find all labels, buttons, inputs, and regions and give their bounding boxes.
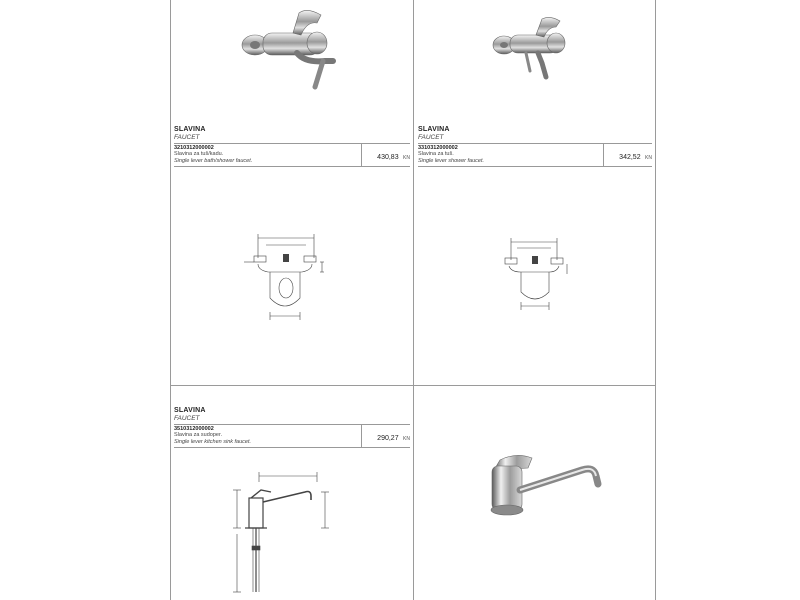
product-price: 290,27 <box>377 435 399 442</box>
product-name: SLAVINA <box>418 126 450 133</box>
product-subtitle: FAUCET <box>174 134 200 141</box>
product-description-hr: Slavina za tuš/kadu. <box>174 151 224 157</box>
product-subtitle: FAUCET <box>418 134 444 141</box>
product-description-en: Single lever kitchen sink faucet. <box>174 439 252 445</box>
product-code: 3210312000002 <box>174 145 214 151</box>
bath-shower-faucet-image <box>235 5 347 90</box>
product-code: 3510312000002 <box>174 426 214 432</box>
product-price: 342,52 <box>619 154 641 161</box>
kitchen-sink-faucet-image <box>486 448 606 520</box>
product-description-hr: Slavina za sudoper. <box>174 432 223 438</box>
product-description-en: Single lever bath/shower faucet. <box>174 158 253 164</box>
product-price-cell <box>603 144 652 166</box>
product-name: SLAVINA <box>174 407 206 414</box>
product-currency: KN <box>645 155 652 161</box>
product-currency: KN <box>403 436 410 442</box>
grid-line-left <box>170 0 171 600</box>
product-name: SLAVINA <box>174 126 206 133</box>
product-card-3 <box>174 407 410 448</box>
product-description-en: Single lever shower faucet. <box>418 158 485 164</box>
product-currency: KN <box>403 155 410 161</box>
grid-line-right <box>655 0 656 600</box>
product-price-cell <box>361 425 410 447</box>
product-price-cell <box>361 144 410 166</box>
product-price: 430,83 <box>377 154 399 161</box>
kitchen-sink-faucet-technical-drawing <box>225 468 335 596</box>
shower-faucet-image <box>490 15 580 85</box>
bath-shower-faucet-technical-drawing <box>240 228 330 324</box>
product-card-1 <box>174 126 410 167</box>
shower-faucet-technical-drawing <box>495 234 575 314</box>
product-code: 3310312000002 <box>418 145 458 151</box>
product-subtitle: FAUCET <box>174 415 200 422</box>
product-card-2 <box>418 126 652 167</box>
grid-line-middle <box>413 0 414 600</box>
product-description-hr: Slavina za tuš. <box>418 151 454 157</box>
grid-line-row-2 <box>170 385 656 386</box>
